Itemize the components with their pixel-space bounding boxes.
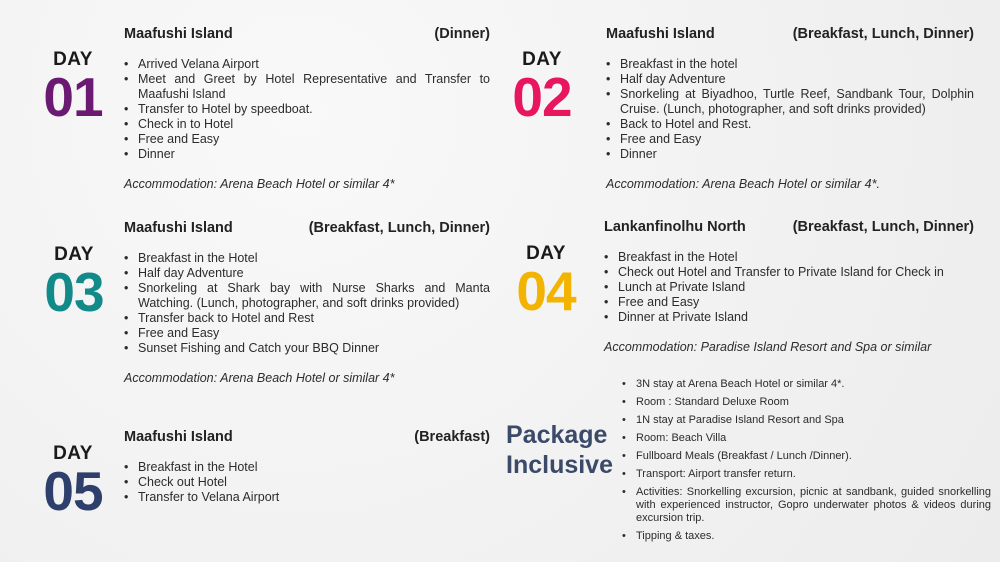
day-number: 04 (516, 260, 576, 322)
list-item: • Check in to Hotel (138, 117, 490, 132)
day-number: 01 (43, 66, 103, 128)
day-header (124, 27, 490, 45)
list-item: • Transfer to Hotel by speedboat. (138, 102, 490, 117)
list-item: • Free and Easy (138, 132, 490, 147)
day-04-badge (510, 243, 582, 322)
list-item: • Half day Adventure (138, 266, 490, 281)
list-item: • Meet and Greet by Hotel Representative and Transfer to Maafushi Island (138, 72, 490, 102)
day-location: Lankanfinolhu North (604, 219, 746, 235)
day-label: DAY (53, 49, 93, 70)
day-label: DAY (53, 443, 93, 464)
day-location: Maafushi Island (124, 26, 233, 42)
list-item: • Free and Easy (618, 295, 974, 310)
list-item: • Half day Adventure (620, 72, 974, 87)
list-item: • 3N stay at Arena Beach Hotel or similar 4*. (636, 378, 991, 391)
list-item: • Free and Easy (138, 326, 490, 341)
package-title-line2: Inclusive (506, 451, 613, 479)
list-item: • Activities: Snorkelling excursion, picnic at sandbank, guided snorkelling with experienced instructor, Gopro underwater photos & videos during excursion trip. (636, 486, 991, 525)
list-item: • Transport: Airport transfer return. (636, 468, 991, 481)
day-label: DAY (526, 243, 566, 264)
day-04-itinerary (604, 220, 974, 355)
day-header (124, 221, 490, 239)
day-activity-list (604, 250, 974, 325)
package-inclusions-list (622, 378, 991, 548)
day-02-badge (506, 49, 578, 128)
day-01-itinerary (124, 27, 490, 192)
list-item: • Snorkeling at Shark bay with Nurse Sharks and Manta Watching. (Lunch, photographer, and soft drinks provided) (138, 281, 490, 311)
day-05-itinerary (124, 430, 490, 505)
day-meals: (Dinner) (434, 26, 490, 42)
day-03-badge (38, 244, 110, 323)
day-03-itinerary (124, 221, 490, 386)
day-number: 02 (512, 66, 572, 128)
day-label: DAY (54, 244, 94, 265)
list-item: • Check out Hotel (138, 475, 490, 490)
package-title-line1: Package (506, 421, 608, 449)
day-accommodation: Accommodation: Arena Beach Hotel or similar 4* (124, 371, 395, 385)
list-item: • Breakfast in the Hotel (138, 251, 490, 266)
list-item: • Room: Beach Villa (636, 432, 991, 445)
day-header (604, 220, 974, 238)
day-activity-list (124, 57, 490, 162)
list-item: • Sunset Fishing and Catch your BBQ Dinner (138, 341, 490, 356)
day-accommodation: Accommodation: Paradise Island Resort and Spa or similar (604, 340, 932, 354)
day-header (124, 430, 490, 448)
day-number: 03 (44, 261, 104, 323)
day-02-itinerary (606, 27, 974, 192)
list-item: • Fullboard Meals (Breakfast / Lunch /Dinner). (636, 450, 991, 463)
list-item: • Breakfast in the Hotel (138, 460, 490, 475)
day-number: 05 (43, 460, 103, 522)
day-05-badge (37, 443, 109, 522)
list-item: • Free and Easy (620, 132, 974, 147)
day-header (606, 27, 974, 45)
day-location: Maafushi Island (124, 429, 233, 445)
list-item: • Arrived Velana Airport (138, 57, 490, 72)
list-item: • Dinner (620, 147, 974, 162)
day-accommodation: Accommodation: Arena Beach Hotel or similar 4* (124, 177, 395, 191)
day-01-badge (38, 49, 108, 128)
day-label: DAY (522, 49, 562, 70)
day-meals: (Breakfast, Lunch, Dinner) (308, 220, 490, 236)
day-activity-list (606, 57, 974, 162)
day-meals: (Breakfast, Lunch, Dinner) (792, 219, 974, 235)
day-accommodation: Accommodation: Arena Beach Hotel or similar 4*. (606, 177, 880, 191)
day-location: Maafushi Island (606, 26, 715, 42)
day-meals: (Breakfast, Lunch, Dinner) (792, 26, 974, 42)
list-item: • Back to Hotel and Rest. (620, 117, 974, 132)
list-item: • Tipping & taxes. (636, 530, 991, 543)
list-item: • Dinner (138, 147, 490, 162)
package-inclusive-title (506, 420, 613, 480)
list-item: • Breakfast in the hotel (620, 57, 974, 72)
day-location: Maafushi Island (124, 220, 233, 236)
list-item: • Transfer to Velana Airport (138, 490, 490, 505)
list-item: • Breakfast in the Hotel (618, 250, 974, 265)
day-activity-list (124, 460, 490, 505)
day-activity-list (124, 251, 490, 356)
list-item: • Check out Hotel and Transfer to Private Island for Check in (618, 265, 974, 280)
list-item: • Snorkeling at Biyadhoo, Turtle Reef, Sandbank Tour, Dolphin Cruise. (Lunch, photographer, and soft drinks provided) (620, 87, 974, 117)
list-item: • Dinner at Private Island (618, 310, 974, 325)
list-item: • Lunch at Private Island (618, 280, 974, 295)
list-item: • Room : Standard Deluxe Room (636, 396, 991, 409)
day-meals: (Breakfast) (414, 429, 490, 445)
list-item: • 1N stay at Paradise Island Resort and Spa (636, 414, 991, 427)
list-item: • Transfer back to Hotel and Rest (138, 311, 490, 326)
